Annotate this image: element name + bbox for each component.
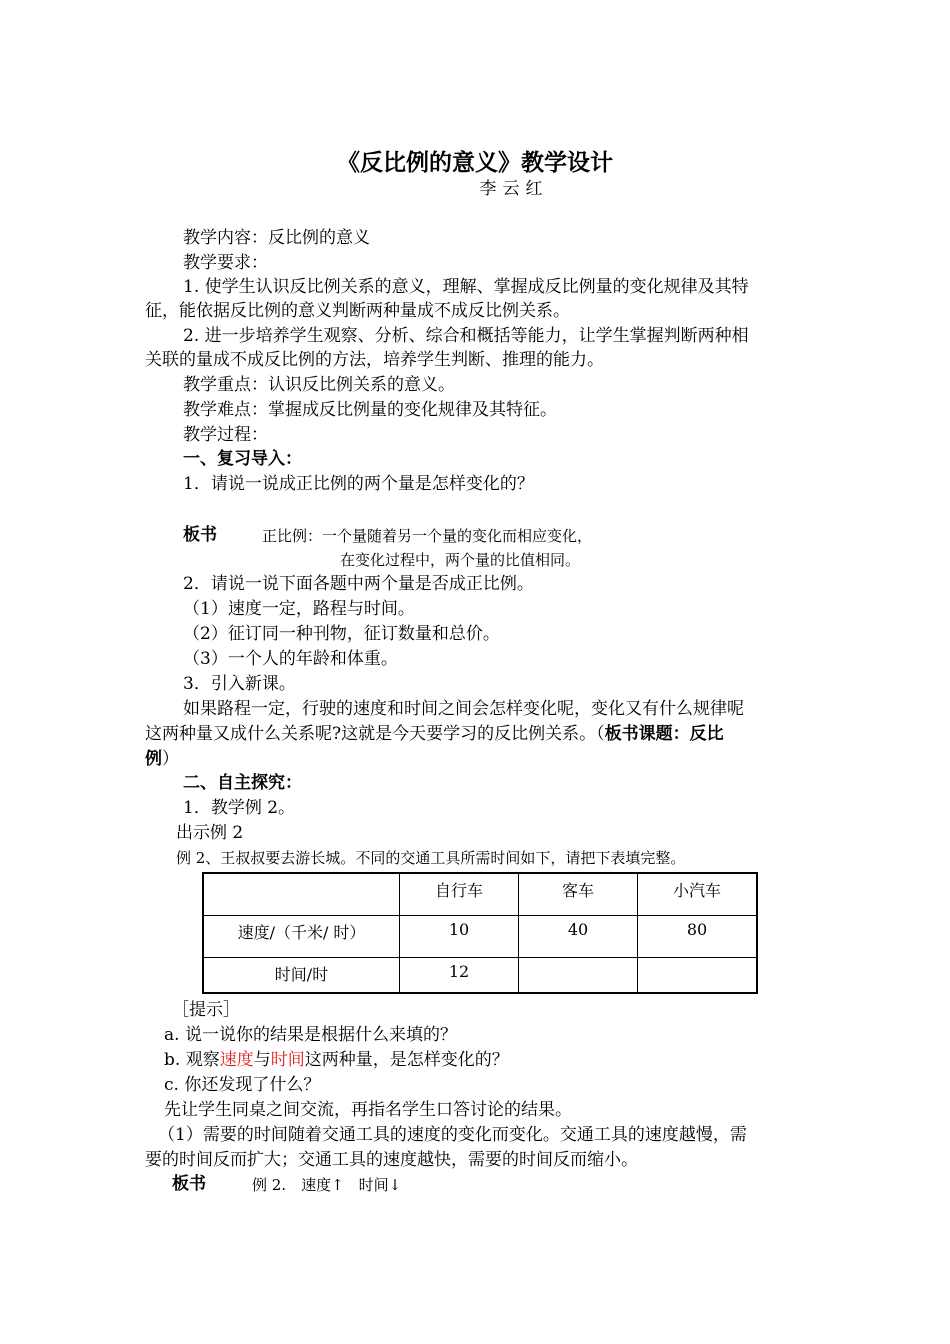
- teaching-process-heading: 教学过程：: [183, 425, 268, 445]
- hint-heading: ［提示］: [172, 1000, 240, 1020]
- table-cell: 10: [400, 915, 519, 957]
- hint-b: [164, 1048, 509, 1072]
- table-row: [203, 915, 757, 957]
- highlight-time: 时间: [270, 1050, 305, 1070]
- show-example-2: 出示例 2: [176, 823, 244, 843]
- hint-c: c. 你还发现了什么？: [164, 1075, 321, 1095]
- requirement-1-line-2: 征，能依据反比例的意义判断两种量成不成反比例关系。: [145, 301, 570, 321]
- table-cell: [519, 957, 638, 993]
- hint-b-and: 与: [253, 1050, 271, 1070]
- requirement-2-line-1: 2. 进一步培养学生观察、分析、综合和概括等能力，让学生掌握判断两种相: [183, 326, 749, 346]
- board-text-line-1: 正比例：一个量随着另一个量的变化而相应变化，: [262, 527, 593, 545]
- intro-paragraph-line-1: 如果路程一定，行驶的速度和时间之间会怎样变化呢，变化又有什么规律呢: [183, 699, 744, 719]
- review-question-2: 2．请说一说下面各题中两个量是否成正比例。: [183, 574, 534, 594]
- requirement-1-line-1: 1. 使学生认识反比例关系的意义，理解、掌握成反比例量的变化规律及其特: [183, 277, 749, 297]
- table-header-cell: [203, 873, 400, 915]
- table-cell: 80: [638, 915, 758, 957]
- board-text-line-2: 在变化过程中，两个量的比值相同。: [340, 551, 581, 569]
- hint-a: a. 说一说你的结果是根据什么来填的？: [164, 1025, 457, 1045]
- table-header-row: [203, 873, 757, 915]
- board-topic-text-end: 例: [145, 749, 162, 769]
- table-row-label: 速度/（千米/ 时）: [203, 915, 400, 957]
- table-cell: 40: [519, 915, 638, 957]
- closing-paren: ）: [162, 749, 179, 769]
- table-header-cell: 自行车: [400, 873, 519, 915]
- highlight-speed: 速度: [219, 1050, 254, 1070]
- review-question-1: 1．请说一说成正比例的两个量是怎样变化的？: [183, 474, 534, 494]
- intro-text: 这两种量又成什么关系呢?这就是今天要学习的反比例关系。（: [145, 724, 605, 744]
- discussion-instruction: 先让学生同桌之间交流，再指名学生口答讨论的结果。: [164, 1100, 572, 1120]
- table-row-label: 时间/时: [203, 957, 400, 993]
- board-topic-text: 板书课题：反比: [604, 724, 724, 744]
- intro-paragraph-line-3: [145, 747, 179, 771]
- board-label-1: 板书: [183, 525, 217, 545]
- table-header-cell: 客车: [519, 873, 638, 915]
- review-item-3: （3）一个人的年龄和体重。: [183, 649, 398, 669]
- table-cell: 12: [400, 957, 519, 993]
- review-item-1: （1）速度一定，路程与时间。: [183, 599, 415, 619]
- intro-paragraph-line-2: [145, 722, 724, 746]
- review-item-2: （2）征订同一种刊物，征订数量和总价。: [183, 624, 500, 644]
- table-header-cell: 小汽车: [638, 873, 758, 915]
- section-2-heading: 二、自主探究：: [183, 773, 302, 793]
- document-title: 《反比例的意义》教学设计: [337, 149, 613, 176]
- example-2-table: [202, 872, 758, 994]
- teaching-requirements-heading: 教学要求：: [183, 253, 268, 273]
- answer-1-line-1: （1）需要的时间随着交通工具的速度的变化而变化。交通工具的速度越慢，需: [158, 1125, 747, 1145]
- answer-1-line-2: 要的时间反而扩大；交通工具的速度越快，需要的时间反而缩小。: [145, 1150, 638, 1170]
- table-cell: [638, 957, 758, 993]
- example-2-text: 例 2、王叔叔要去游长城。不同的交通工具所需时间如下，请把下表填完整。: [176, 849, 686, 867]
- board-text-example-2: 例 2. 速度↑ 时间↓: [252, 1176, 402, 1194]
- requirement-2-line-2: 关联的量成不成反比例的方法，培养学生判断、推理的能力。: [145, 350, 604, 370]
- author-name: 李云红: [479, 179, 549, 199]
- hint-b-prefix: b. 观察: [164, 1050, 220, 1070]
- teach-example-2: 1．教学例 2。: [183, 798, 296, 818]
- teaching-content: 教学内容：反比例的意义: [183, 228, 370, 248]
- section-1-heading: 一、复习导入：: [183, 449, 302, 469]
- board-label-2: 板书: [172, 1174, 206, 1194]
- hint-b-suffix: 这两种量，是怎样变化的？: [304, 1050, 509, 1070]
- intro-new-lesson: 3．引入新课。: [183, 674, 296, 694]
- teaching-focus: 教学重点：认识反比例关系的意义。: [183, 375, 455, 395]
- table-row: [203, 957, 757, 993]
- teaching-difficulty: 教学难点：掌握成反比例量的变化规律及其特征。: [183, 400, 557, 420]
